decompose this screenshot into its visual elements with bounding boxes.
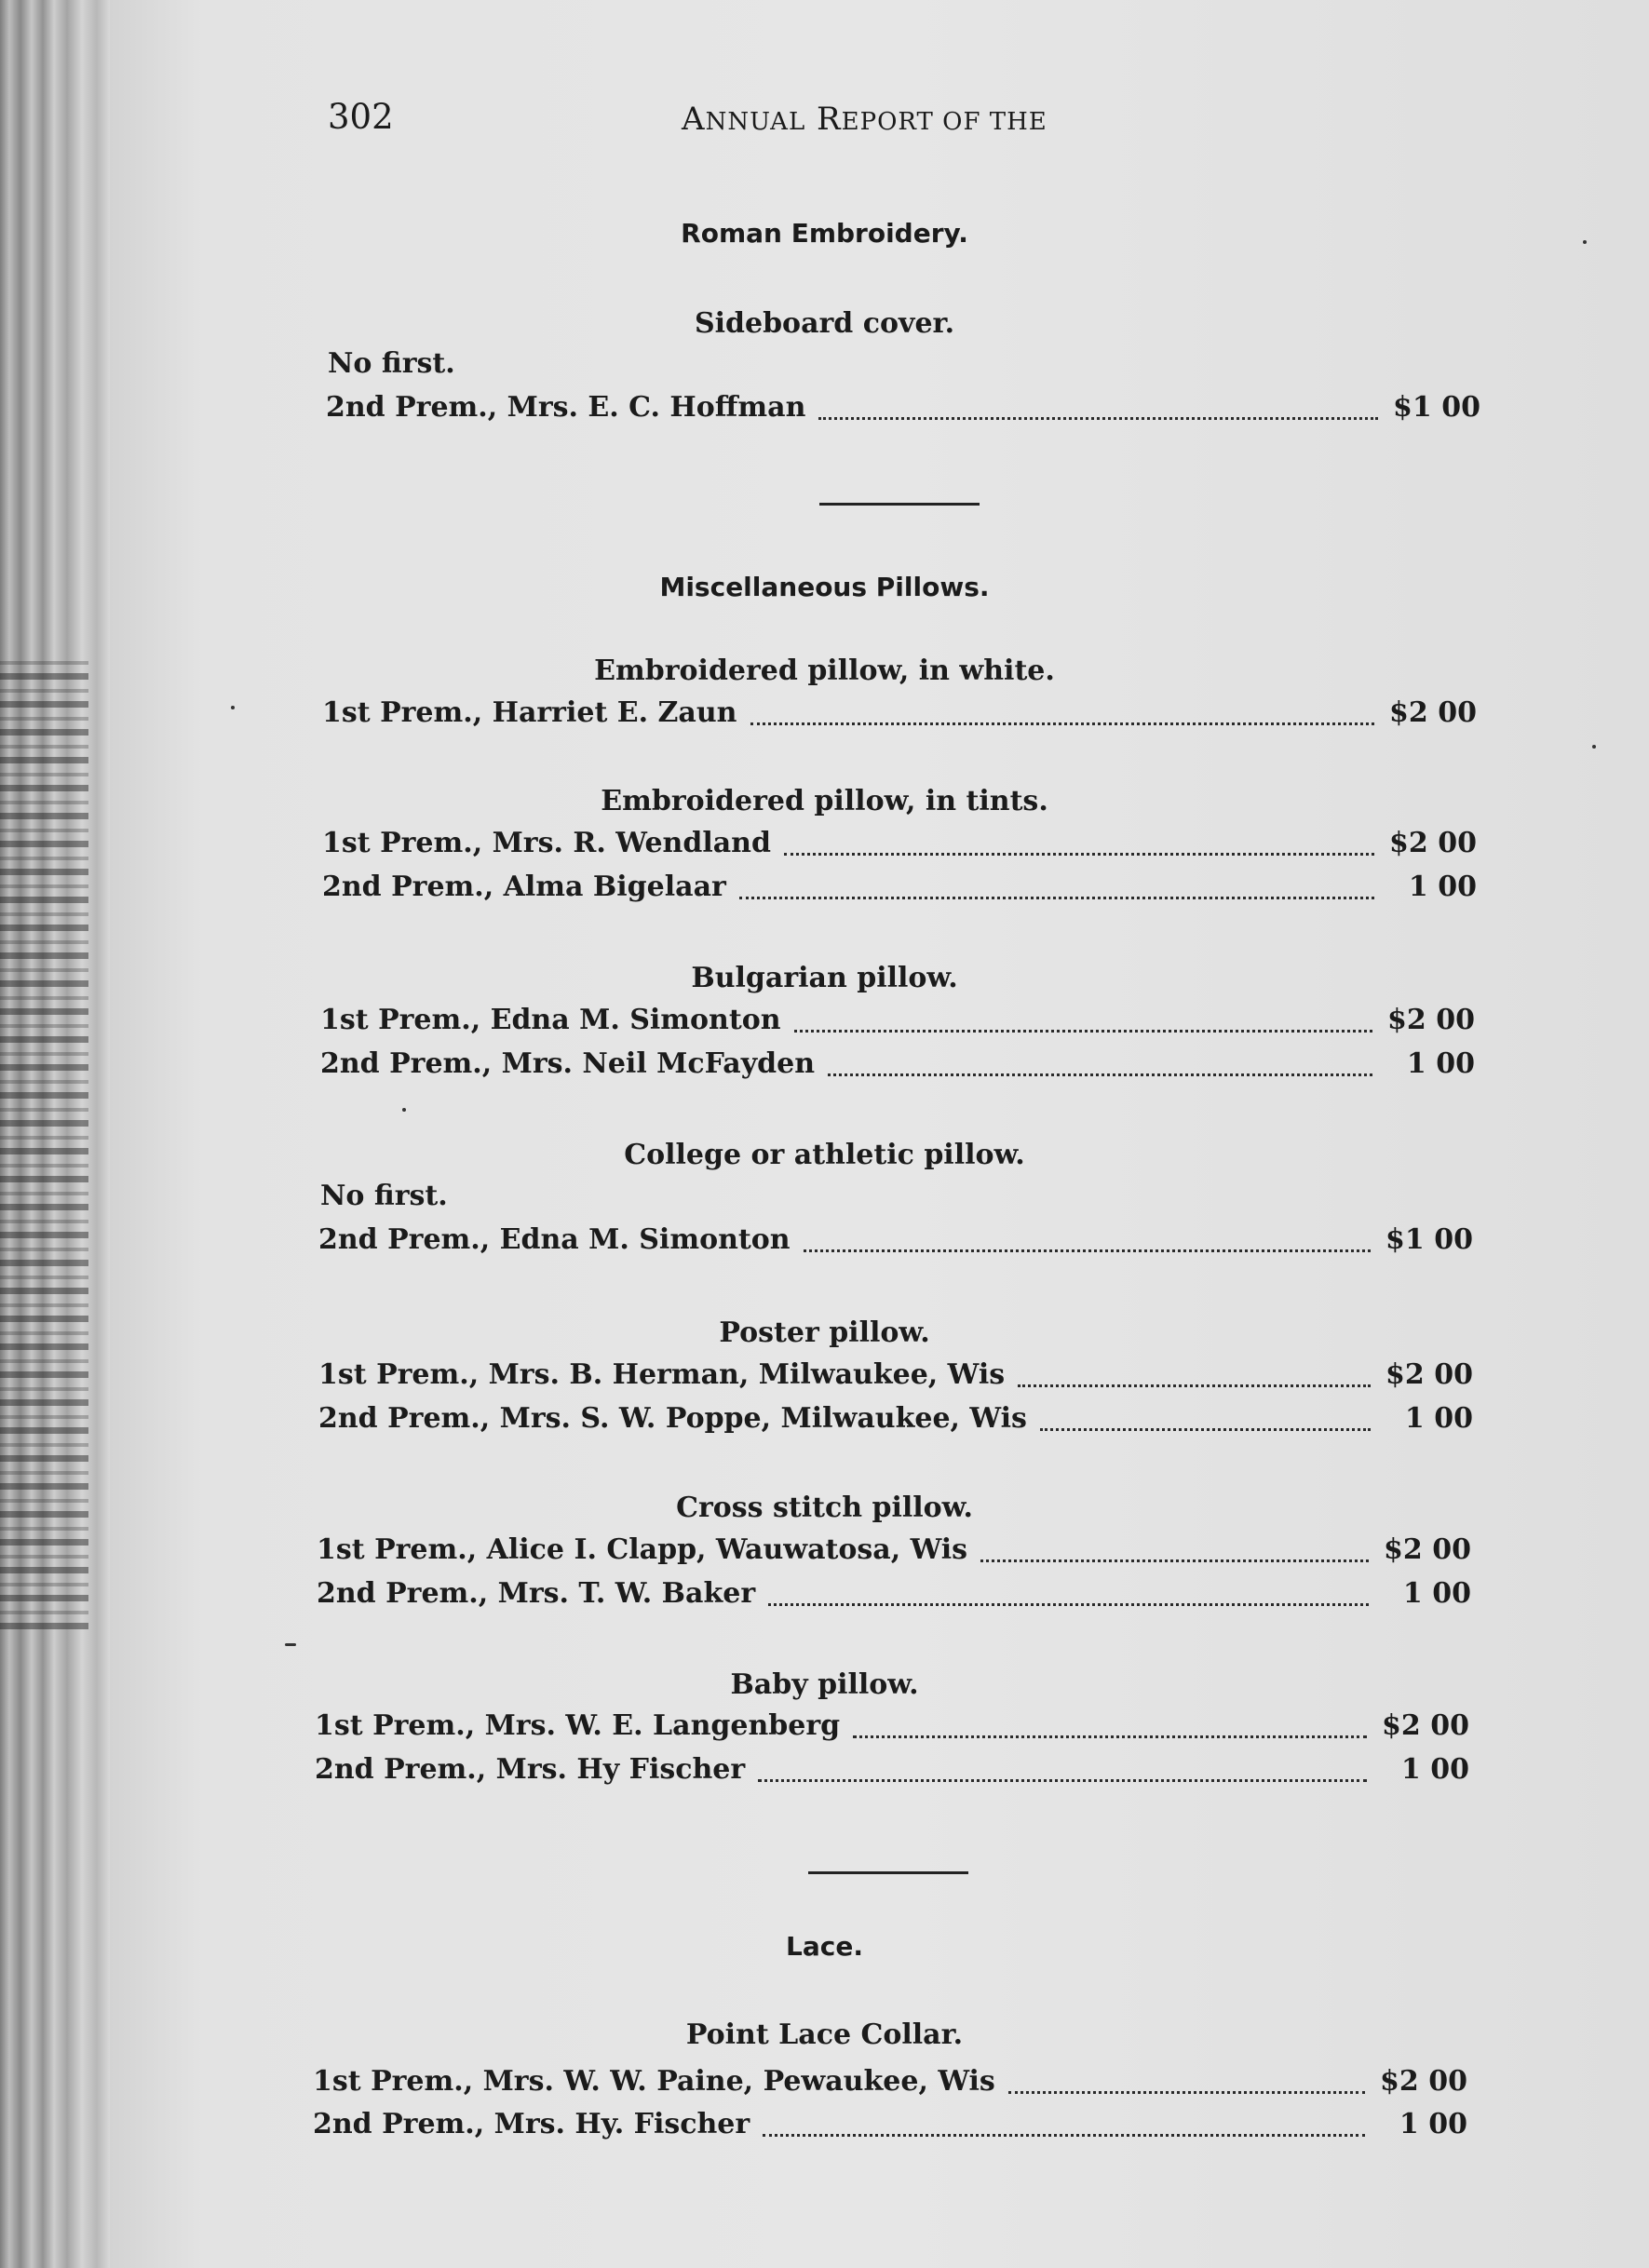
scan-speck: [402, 1108, 406, 1112]
dot-leader: [768, 1602, 1369, 1606]
entry-name: 1st Prem., Mrs. B. Herman, Milwaukee, Wis: [318, 1358, 1006, 1391]
list-item: [320, 1047, 1475, 1085]
list-item: [317, 1533, 1471, 1571]
list-item: [313, 2065, 1467, 2102]
entry-amount: $2 00: [1382, 1709, 1469, 1742]
list-item: [320, 1004, 1475, 1041]
entry-amount: $2 00: [1385, 1358, 1473, 1391]
subheading-bulgarian: Bulgarian pillow.: [691, 962, 958, 994]
entry-name: 2nd Prem., Mrs. Hy Fischer: [315, 1753, 746, 1786]
dot-leader: [1008, 2090, 1365, 2094]
scan-speck: [285, 1643, 296, 1646]
entry-name: 2nd Prem., Mrs. T. W. Baker: [317, 1577, 756, 1610]
dot-leader: [763, 2133, 1365, 2137]
list-item: [315, 1753, 1469, 1790]
section-heading-lace: Lace.: [786, 1931, 863, 1962]
section-heading-roman-embroidery: Roman Embroidery.: [681, 218, 968, 249]
entry-amount: $2 00: [1387, 1004, 1475, 1036]
dot-leader: [739, 896, 1374, 899]
subheading-point-lace-collar: Point Lace Collar.: [685, 2018, 964, 2051]
section-divider: [808, 1871, 968, 1874]
section-divider: [819, 503, 980, 506]
section-heading-miscellaneous-pillows: Miscellaneous Pillows.: [659, 572, 990, 602]
dot-leader: [1040, 1427, 1371, 1431]
subheading-cross-stitch: Cross stitch pillow.: [676, 1492, 973, 1524]
list-item: [326, 391, 1480, 428]
entry-name: 2nd Prem., Edna M. Simonton: [318, 1223, 791, 1256]
dot-leader: [1018, 1384, 1371, 1387]
subheading-college-athletic: College or athletic pillow.: [624, 1139, 1025, 1171]
dot-leader: [804, 1249, 1371, 1252]
list-item: [322, 871, 1477, 908]
dot-leader: [853, 1735, 1367, 1738]
page-number: 302: [328, 97, 394, 137]
list-item: [322, 696, 1477, 734]
entry-amount: 1 00: [1399, 2108, 1467, 2140]
entry-amount: 1 00: [1400, 1753, 1469, 1786]
entry-name: 1st Prem., Harriet E. Zaun: [322, 696, 737, 729]
list-item: [315, 1709, 1469, 1747]
dot-leader: [980, 1559, 1369, 1562]
entry-amount: $2 00: [1380, 2065, 1467, 2098]
entry-name: 1st Prem., Alice I. Clapp, Wauwatosa, Wis: [317, 1533, 968, 1566]
entry-amount: $1 00: [1385, 1223, 1473, 1256]
list-item: [318, 1223, 1473, 1261]
running-title: ANNUAL REPORT OF THE: [682, 101, 1048, 138]
dot-leader: [750, 722, 1375, 725]
entry-name: 2nd Prem., Mrs. Hy. Fischer: [313, 2108, 750, 2140]
subheading-embroidered-white: Embroidered pillow, in white.: [594, 655, 1055, 687]
entry-name: 1st Prem., Mrs. R. Wendland: [322, 827, 771, 859]
entry-amount: 1 00: [1406, 1047, 1475, 1080]
scan-speck: [1583, 240, 1587, 244]
dot-leader: [758, 1778, 1367, 1782]
note-no-first: No first.: [320, 1180, 448, 1212]
entry-name: 1st Prem., Mrs. W. E. Langenberg: [315, 1709, 841, 1742]
dot-leader: [818, 416, 1378, 420]
list-item: [318, 1402, 1473, 1439]
list-item: [322, 827, 1477, 864]
list-item: [317, 1577, 1471, 1614]
entry-name: 2nd Prem., Mrs. S. W. Poppe, Milwaukee, Wis: [318, 1402, 1027, 1435]
list-item: [318, 1358, 1473, 1396]
entry-amount: 1 00: [1404, 1402, 1473, 1435]
entry-amount: 1 00: [1402, 1577, 1471, 1610]
subheading-embroidered-tints: Embroidered pillow, in tints.: [601, 785, 1048, 817]
dot-leader: [794, 1029, 1372, 1033]
subheading-sideboard-cover: Sideboard cover.: [694, 307, 955, 340]
entry-name: 2nd Prem., Mrs. E. C. Hoffman: [326, 391, 806, 424]
entry-amount: $2 00: [1389, 827, 1477, 859]
dot-leader: [784, 852, 1374, 856]
list-item: [313, 2108, 1467, 2145]
entry-name: 2nd Prem., Alma Bigelaar: [322, 871, 726, 903]
dot-leader: [828, 1073, 1372, 1076]
document-page: [110, 0, 1649, 2268]
entry-name: 1st Prem., Edna M. Simonton: [320, 1004, 781, 1036]
entry-name: 1st Prem., Mrs. W. W. Paine, Pewaukee, Wis: [313, 2065, 995, 2098]
entry-name: 2nd Prem., Mrs. Neil McFayden: [320, 1047, 816, 1080]
scan-speck: [1592, 745, 1596, 749]
subheading-poster: Poster pillow.: [719, 1316, 930, 1349]
note-no-first: No first.: [328, 347, 455, 380]
entry-amount: $2 00: [1384, 1533, 1471, 1566]
subheading-baby: Baby pillow.: [730, 1668, 919, 1701]
entry-amount: $1 00: [1393, 391, 1480, 424]
entry-amount: $2 00: [1389, 696, 1477, 729]
scan-speck: [231, 706, 235, 709]
entry-amount: 1 00: [1408, 871, 1477, 903]
